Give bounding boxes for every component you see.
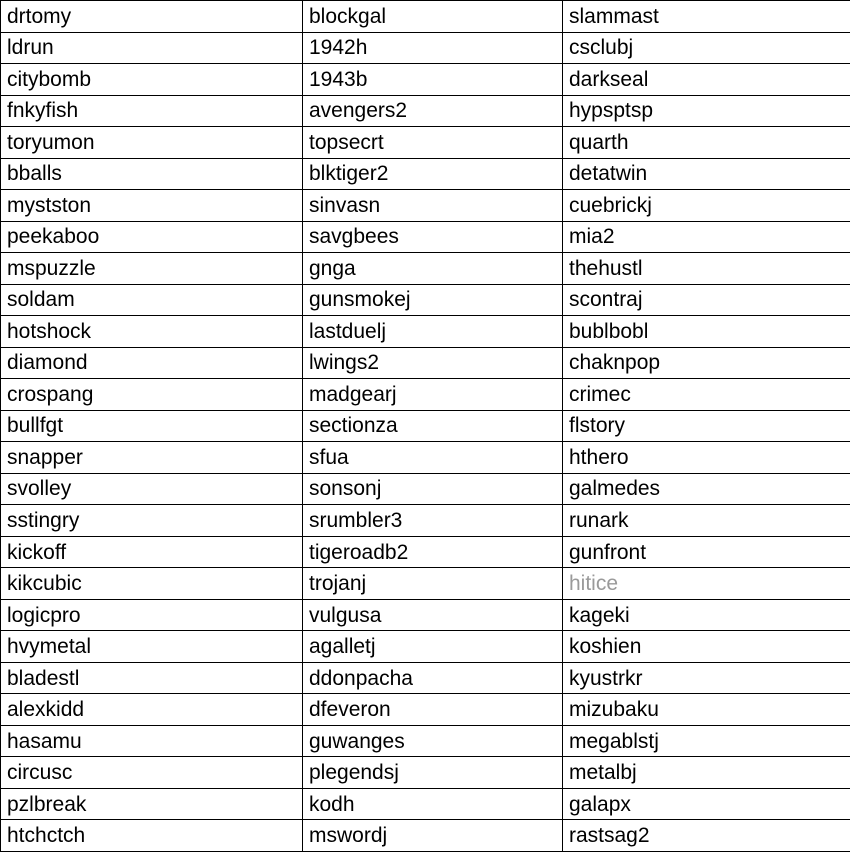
- table-cell[interactable]: hasamu: [1, 725, 303, 757]
- table-cell[interactable]: bladestl: [1, 662, 303, 694]
- table-cell[interactable]: crimec: [563, 379, 850, 411]
- table-cell[interactable]: gnga: [303, 253, 563, 285]
- table-cell[interactable]: vulgusa: [303, 599, 563, 631]
- table-row: [1, 631, 850, 663]
- table-cell[interactable]: quarth: [563, 127, 850, 159]
- table-row: [1, 158, 850, 190]
- table-cell[interactable]: sstingry: [1, 505, 303, 537]
- table-cell[interactable]: dfeveron: [303, 694, 563, 726]
- table-cell[interactable]: megablstj: [563, 725, 850, 757]
- table-cell[interactable]: hypsptsp: [563, 95, 850, 127]
- table-cell[interactable]: topsecrt: [303, 127, 563, 159]
- table-cell[interactable]: guwanges: [303, 725, 563, 757]
- table-cell[interactable]: pzlbreak: [1, 788, 303, 820]
- table-cell[interactable]: madgearj: [303, 379, 563, 411]
- table-cell[interactable]: sectionza: [303, 410, 563, 442]
- table-cell[interactable]: hthero: [563, 442, 850, 474]
- table-cell[interactable]: plegendsj: [303, 757, 563, 789]
- table-row: [1, 221, 850, 253]
- table-cell[interactable]: galmedes: [563, 473, 850, 505]
- table-cell[interactable]: citybomb: [1, 64, 303, 96]
- table-cell[interactable]: scontraj: [563, 284, 850, 316]
- table-cell[interactable]: gunsmokej: [303, 284, 563, 316]
- table-cell[interactable]: flstory: [563, 410, 850, 442]
- table-cell[interactable]: snapper: [1, 442, 303, 474]
- table-row: [1, 316, 850, 348]
- table-row: [1, 32, 850, 64]
- table-cell[interactable]: avengers2: [303, 95, 563, 127]
- table-cell[interactable]: slammast: [563, 1, 850, 33]
- table-cell[interactable]: hvymetal: [1, 631, 303, 663]
- table-row: [1, 64, 850, 96]
- table-cell[interactable]: diamond: [1, 347, 303, 379]
- table-cell[interactable]: ddonpacha: [303, 662, 563, 694]
- table-cell[interactable]: srumbler3: [303, 505, 563, 537]
- table-cell[interactable]: trojanj: [303, 568, 563, 600]
- table-row: [1, 725, 850, 757]
- table-row: [1, 284, 850, 316]
- table-cell[interactable]: mswordj: [303, 820, 563, 852]
- table-row: [1, 662, 850, 694]
- table-row: [1, 820, 850, 852]
- table-row: [1, 253, 850, 285]
- table-cell[interactable]: kyustrkr: [563, 662, 850, 694]
- table-cell[interactable]: kikcubic: [1, 568, 303, 600]
- table-cell[interactable]: alexkidd: [1, 694, 303, 726]
- table-cell[interactable]: detatwin: [563, 158, 850, 190]
- table-row: [1, 568, 850, 600]
- table-cell[interactable]: sfua: [303, 442, 563, 474]
- table-row: [1, 442, 850, 474]
- table-row: [1, 473, 850, 505]
- table-row: [1, 347, 850, 379]
- table-row: [1, 1, 850, 33]
- table-row: [1, 127, 850, 159]
- table-cell[interactable]: toryumon: [1, 127, 303, 159]
- table-cell[interactable]: galapx: [563, 788, 850, 820]
- table-row: [1, 410, 850, 442]
- table-cell[interactable]: hitice: [563, 568, 850, 600]
- table-cell[interactable]: ldrun: [1, 32, 303, 64]
- table-cell[interactable]: blktiger2: [303, 158, 563, 190]
- table-cell[interactable]: darkseal: [563, 64, 850, 96]
- table-cell[interactable]: rastsag2: [563, 820, 850, 852]
- table-cell[interactable]: metalbj: [563, 757, 850, 789]
- table-cell[interactable]: soldam: [1, 284, 303, 316]
- table-cell[interactable]: gunfront: [563, 536, 850, 568]
- table-cell[interactable]: chaknpop: [563, 347, 850, 379]
- table-cell[interactable]: 1943b: [303, 64, 563, 96]
- table-row: [1, 599, 850, 631]
- table-row: [1, 694, 850, 726]
- table-cell[interactable]: fnkyfish: [1, 95, 303, 127]
- table-row: [1, 379, 850, 411]
- table-cell[interactable]: cuebrickj: [563, 190, 850, 222]
- table-cell[interactable]: kageki: [563, 599, 850, 631]
- table-cell[interactable]: lwings2: [303, 347, 563, 379]
- table-cell[interactable]: thehustl: [563, 253, 850, 285]
- table-cell[interactable]: logicpro: [1, 599, 303, 631]
- table-cell[interactable]: bballs: [1, 158, 303, 190]
- table-cell[interactable]: savgbees: [303, 221, 563, 253]
- table-cell[interactable]: peekaboo: [1, 221, 303, 253]
- table-row: [1, 505, 850, 537]
- table-row: [1, 95, 850, 127]
- table-cell[interactable]: circusc: [1, 757, 303, 789]
- table-cell[interactable]: bullfgt: [1, 410, 303, 442]
- table-cell[interactable]: sinvasn: [303, 190, 563, 222]
- table-cell[interactable]: crospang: [1, 379, 303, 411]
- table-cell[interactable]: mia2: [563, 221, 850, 253]
- table-cell[interactable]: mizubaku: [563, 694, 850, 726]
- table-cell[interactable]: kickoff: [1, 536, 303, 568]
- table-row: [1, 536, 850, 568]
- table-body: [1, 1, 850, 852]
- table-cell[interactable]: runark: [563, 505, 850, 537]
- table-row: [1, 190, 850, 222]
- table-row: [1, 788, 850, 820]
- table-cell[interactable]: 1942h: [303, 32, 563, 64]
- table-cell[interactable]: tigeroadb2: [303, 536, 563, 568]
- table-cell[interactable]: sonsonj: [303, 473, 563, 505]
- table-cell[interactable]: csclubj: [563, 32, 850, 64]
- table-cell[interactable]: htchctch: [1, 820, 303, 852]
- table-cell[interactable]: agalletj: [303, 631, 563, 663]
- table-cell[interactable]: mspuzzle: [1, 253, 303, 285]
- table-row: [1, 757, 850, 789]
- table-cell[interactable]: kodh: [303, 788, 563, 820]
- table-cell[interactable]: svolley: [1, 473, 303, 505]
- table-cell[interactable]: hotshock: [1, 316, 303, 348]
- table-cell[interactable]: koshien: [563, 631, 850, 663]
- table-cell[interactable]: lastduelj: [303, 316, 563, 348]
- table-cell[interactable]: blockgal: [303, 1, 563, 33]
- table-cell[interactable]: drtomy: [1, 1, 303, 33]
- table-cell[interactable]: mystston: [1, 190, 303, 222]
- table-cell[interactable]: bublbobl: [563, 316, 850, 348]
